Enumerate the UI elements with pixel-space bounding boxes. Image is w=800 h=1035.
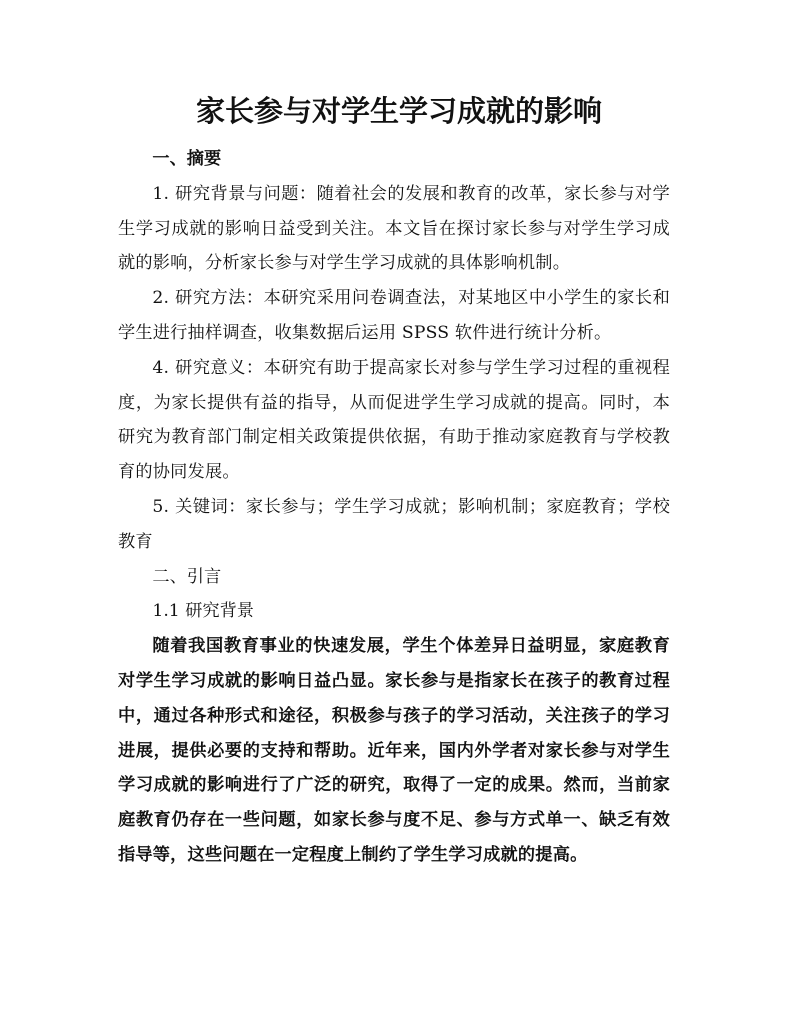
document-title: 家长参与对学生学习成就的影响 [195, 94, 602, 128]
abstract-paragraph-background: 1. 研究背景与问题：随着社会的发展和教育的改革，家长参与对学生学习成就的影响日益受到关注。本文旨在探讨家长参与对学生学习成就的影响，分析家长参与对学生学习成就的具体影响机制。 [118, 183, 670, 274]
intro-paragraph-background: 随着我国教育事业的快速发展，学生个体差异日益明显，家庭教育对学生学习成就的影响日益凸显。家长参与是指家长在孩子的教育过程中，通过各种形式和途径，积极参与孩子的学习活动，关注孩子的学习进展，提供必要的支持和帮助。近年来，国内外学者对家长参与对学生学习成就的影响进行了广泛的研究，取得了一定的成果。然而，当前家庭教育仍存在一些问题，如家长参与度不足、参与方式单一、缺乏有效指导等，这些问题在一定程度上制约了学生学习成就的提高。 [118, 636, 670, 865]
abstract-paragraph-keywords: 5. 关键词：家长参与；学生学习成就；影响机制；家庭教育；学校教育 [118, 496, 670, 552]
intro-subheading: 1.1 研究背景 [152, 601, 254, 622]
abstract-paragraph-method: 2. 研究方法：本研究采用问卷调查法，对某地区中小学生的家长和学生进行抽样调查，收集数据后运用 SPSS 软件进行统计分析。 [118, 288, 670, 343]
intro-heading: 二、引言 [152, 566, 222, 587]
abstract-paragraph-significance: 4. 研究意义：本研究有助于提高家长对参与学生学习过程的重视程度，为家长提供有益的指导，从而促进学生学习成就的提高。同时，本研究为教育部门制定相关政策提供依据，有助于推动家庭教育与学校教育的协同发展。 [118, 357, 670, 483]
abstract-heading: 一、摘要 [152, 149, 222, 169]
